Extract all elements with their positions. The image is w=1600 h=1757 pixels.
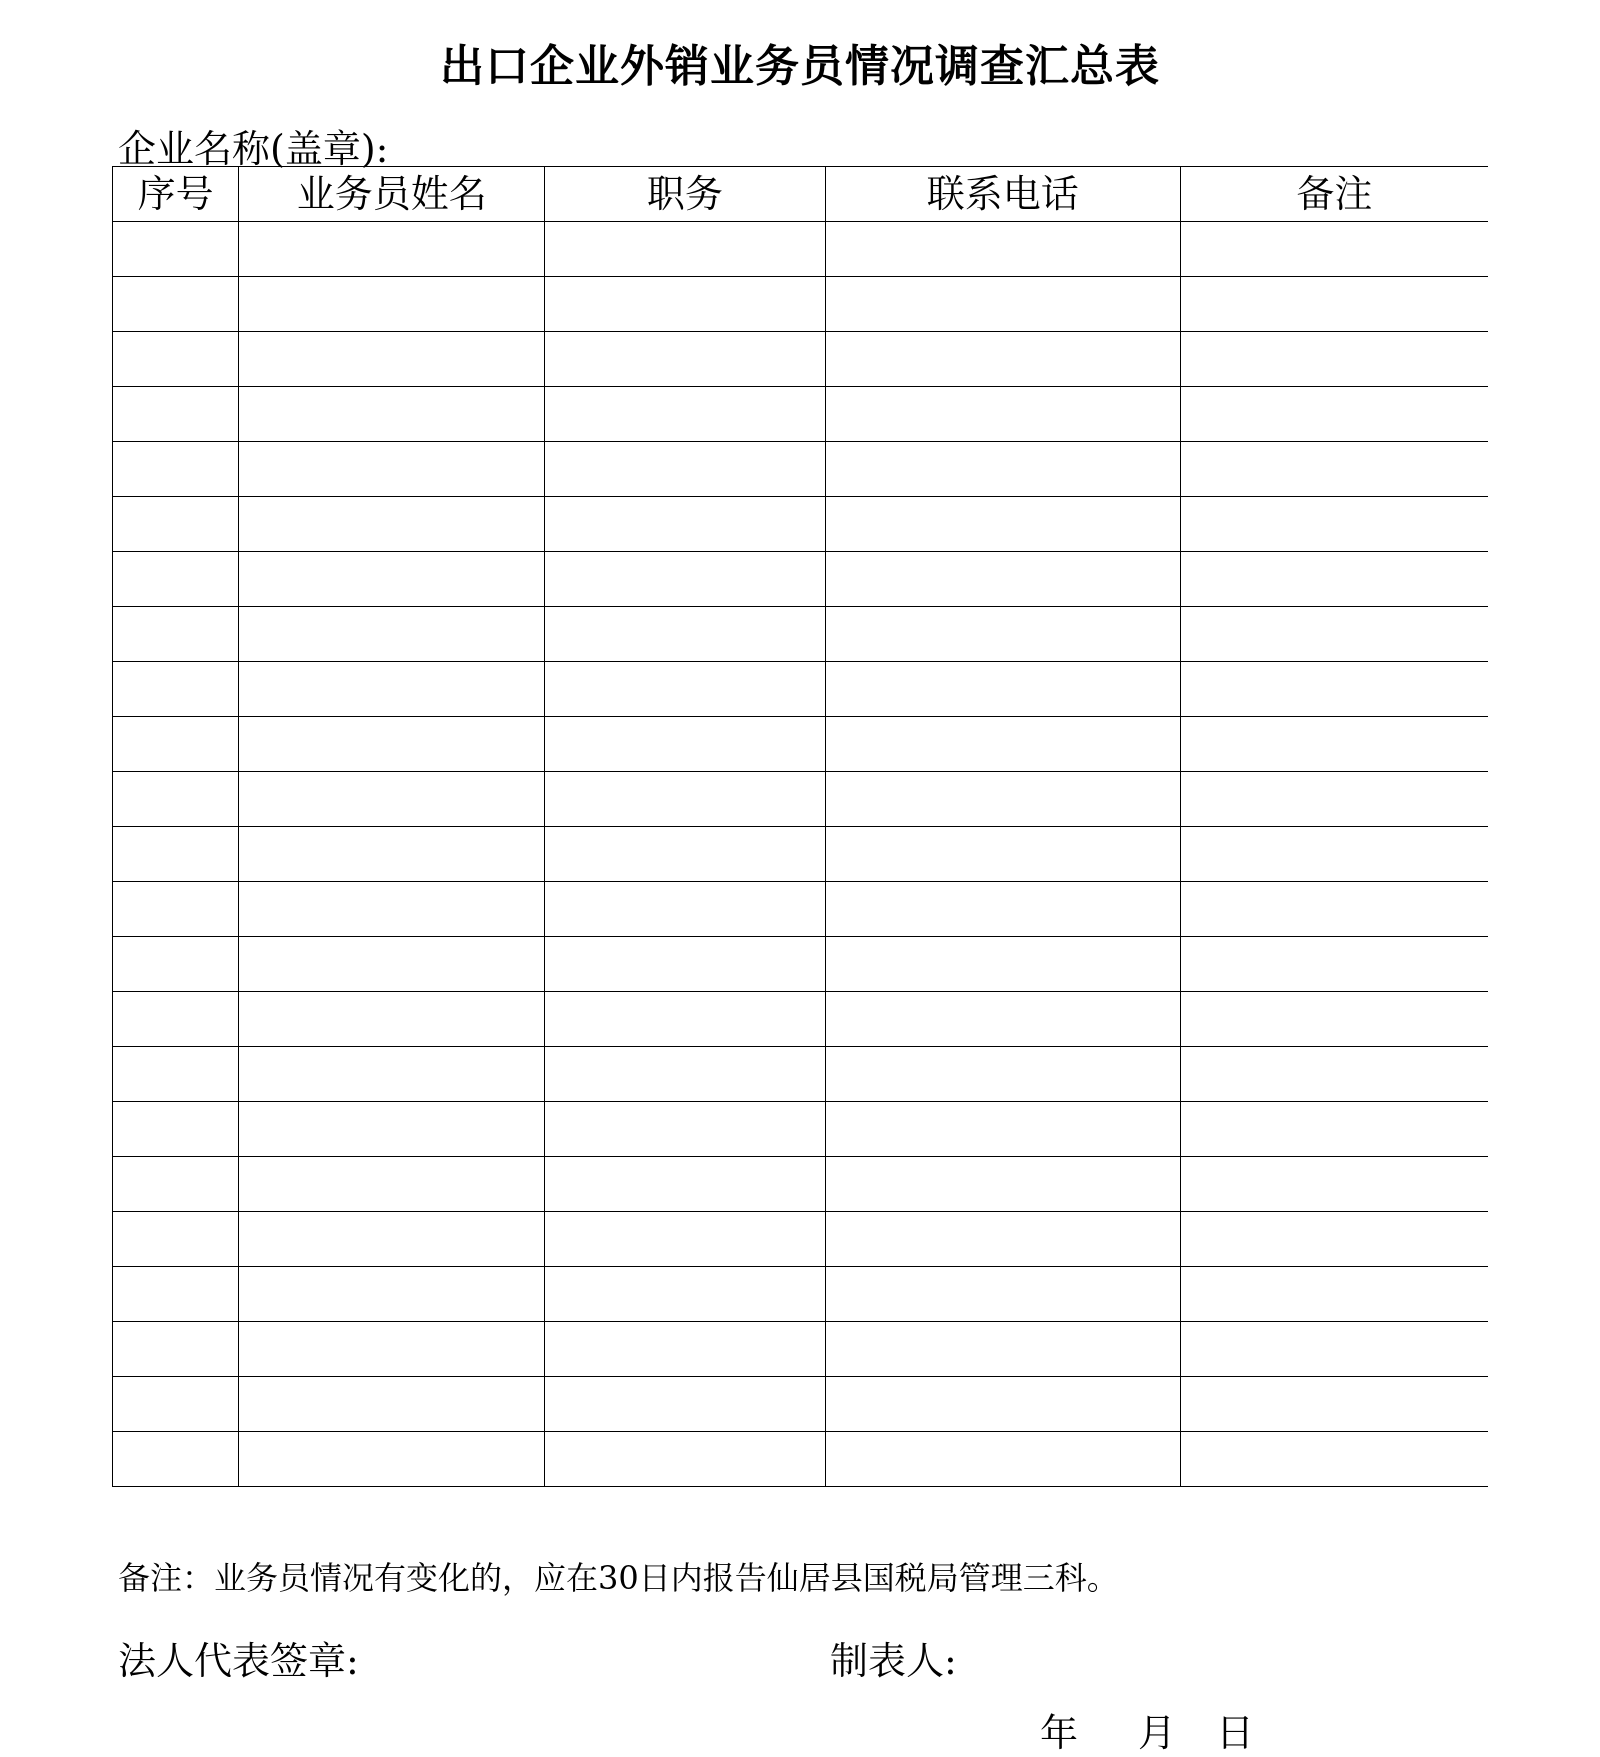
cell-phone[interactable] <box>825 1157 1180 1212</box>
cell-position[interactable] <box>545 277 826 332</box>
cell-seq[interactable] <box>113 607 239 662</box>
cell-seq[interactable] <box>113 1157 239 1212</box>
cell-remark[interactable] <box>1180 222 1488 277</box>
table-row <box>113 1267 1489 1322</box>
cell-phone[interactable] <box>825 222 1180 277</box>
cell-remark[interactable] <box>1180 772 1488 827</box>
cell-seq[interactable] <box>113 222 239 277</box>
cell-phone[interactable] <box>825 717 1180 772</box>
cell-seq[interactable] <box>113 882 239 937</box>
header-remark: 备注 <box>1180 167 1488 222</box>
cell-seq[interactable] <box>113 442 239 497</box>
cell-seq[interactable] <box>113 552 239 607</box>
cell-salesperson-name[interactable] <box>239 1157 545 1212</box>
cell-phone[interactable] <box>825 1102 1180 1157</box>
cell-seq[interactable] <box>113 662 239 717</box>
cell-position[interactable] <box>545 1377 826 1432</box>
cell-position[interactable] <box>545 332 826 387</box>
cell-salesperson-name[interactable] <box>239 1267 545 1322</box>
date-day-label: 日 <box>1216 1711 1255 1755</box>
cell-seq[interactable] <box>113 937 239 992</box>
cell-phone[interactable] <box>825 1322 1180 1377</box>
cell-salesperson-name[interactable] <box>239 1322 545 1377</box>
cell-salesperson-name[interactable] <box>239 552 545 607</box>
cell-phone[interactable] <box>825 277 1180 332</box>
table-row <box>113 1322 1489 1377</box>
cell-remark[interactable] <box>1180 937 1488 992</box>
table-row <box>113 607 1489 662</box>
cell-position[interactable] <box>545 1212 826 1267</box>
date-year-label: 年 <box>1040 1711 1079 1755</box>
cell-seq[interactable] <box>113 827 239 882</box>
cell-salesperson-name[interactable] <box>239 937 545 992</box>
cell-seq[interactable] <box>113 1267 239 1322</box>
cell-phone[interactable] <box>825 1047 1180 1102</box>
table-row <box>113 277 1489 332</box>
cell-seq[interactable] <box>113 1322 239 1377</box>
cell-remark[interactable] <box>1180 1102 1488 1157</box>
cell-phone[interactable] <box>825 332 1180 387</box>
cell-salesperson-name[interactable] <box>239 1047 545 1102</box>
cell-position[interactable] <box>545 607 826 662</box>
cell-remark[interactable] <box>1180 1212 1488 1267</box>
legal-rep-signature-label: 法人代表签章: <box>118 1639 359 1683</box>
table-row <box>113 772 1489 827</box>
cell-phone[interactable] <box>825 442 1180 497</box>
table-row <box>113 442 1489 497</box>
cell-salesperson-name[interactable] <box>239 882 545 937</box>
cell-remark[interactable] <box>1180 1377 1488 1432</box>
table-row <box>113 882 1489 937</box>
table-row <box>113 222 1489 277</box>
cell-salesperson-name[interactable] <box>239 222 545 277</box>
cell-phone[interactable] <box>825 552 1180 607</box>
cell-position[interactable] <box>545 1157 826 1212</box>
table-row <box>113 1047 1489 1102</box>
cell-remark[interactable] <box>1180 497 1488 552</box>
cell-position[interactable] <box>545 827 826 882</box>
cell-seq[interactable] <box>113 772 239 827</box>
cell-phone[interactable] <box>825 497 1180 552</box>
table-row <box>113 1432 1489 1487</box>
cell-remark[interactable] <box>1180 1432 1488 1487</box>
cell-seq[interactable] <box>113 717 239 772</box>
table-row <box>113 662 1489 717</box>
table-row <box>113 387 1489 442</box>
cell-salesperson-name[interactable] <box>239 1212 545 1267</box>
cell-remark[interactable] <box>1180 387 1488 442</box>
table-row <box>113 552 1489 607</box>
table-header-row <box>113 167 1489 222</box>
cell-phone[interactable] <box>825 1212 1180 1267</box>
cell-remark[interactable] <box>1180 1267 1488 1322</box>
cell-phone[interactable] <box>825 607 1180 662</box>
cell-phone[interactable] <box>825 662 1180 717</box>
cell-position[interactable] <box>545 717 826 772</box>
cell-position[interactable] <box>545 1322 826 1377</box>
cell-position[interactable] <box>545 442 826 497</box>
cell-seq[interactable] <box>113 1047 239 1102</box>
cell-position[interactable] <box>545 772 826 827</box>
cell-position[interactable] <box>545 1102 826 1157</box>
cell-seq[interactable] <box>113 332 239 387</box>
table-row <box>113 1157 1489 1212</box>
table-row <box>113 717 1489 772</box>
cell-salesperson-name[interactable] <box>239 387 545 442</box>
table-row <box>113 937 1489 992</box>
cell-position[interactable] <box>545 222 826 277</box>
header-position: 职务 <box>545 167 826 222</box>
cell-phone[interactable] <box>825 882 1180 937</box>
cell-seq[interactable] <box>113 1102 239 1157</box>
table-row <box>113 1102 1489 1157</box>
cell-remark[interactable] <box>1180 882 1488 937</box>
header-phone: 联系电话 <box>825 167 1180 222</box>
cell-remark[interactable] <box>1180 827 1488 882</box>
cell-seq[interactable] <box>113 387 239 442</box>
cell-phone[interactable] <box>825 772 1180 827</box>
cell-salesperson-name[interactable] <box>239 1102 545 1157</box>
cell-remark[interactable] <box>1180 1047 1488 1102</box>
company-name-label: 企业名称(盖章): <box>118 127 389 171</box>
cell-position[interactable] <box>545 882 826 937</box>
table-row <box>113 1212 1489 1267</box>
cell-seq[interactable] <box>113 277 239 332</box>
preparer-label: 制表人: <box>830 1639 957 1683</box>
cell-salesperson-name[interactable] <box>239 992 545 1047</box>
cell-remark[interactable] <box>1180 1157 1488 1212</box>
cell-phone[interactable] <box>825 387 1180 442</box>
cell-position[interactable] <box>545 1432 826 1487</box>
footer-note: 备注：业务员情况有变化的，应在30日内报告仙居县国税局管理三科。 <box>118 1559 1119 1597</box>
cell-salesperson-name[interactable] <box>239 442 545 497</box>
cell-salesperson-name[interactable] <box>239 277 545 332</box>
cell-remark[interactable] <box>1180 662 1488 717</box>
cell-seq[interactable] <box>113 497 239 552</box>
cell-seq[interactable] <box>113 992 239 1047</box>
date-month-label: 月 <box>1138 1711 1177 1755</box>
page-title: 出口企业外销业务员情况调查汇总表 <box>440 41 1160 92</box>
cell-remark[interactable] <box>1180 552 1488 607</box>
cell-position[interactable] <box>545 497 826 552</box>
cell-seq[interactable] <box>113 1212 239 1267</box>
cell-salesperson-name[interactable] <box>239 662 545 717</box>
table-body <box>113 222 1489 1487</box>
cell-seq[interactable] <box>113 1377 239 1432</box>
header-salesperson-name: 业务员姓名 <box>239 167 545 222</box>
cell-salesperson-name[interactable] <box>239 497 545 552</box>
cell-phone[interactable] <box>825 1432 1180 1487</box>
cell-salesperson-name[interactable] <box>239 607 545 662</box>
cell-remark[interactable] <box>1180 992 1488 1047</box>
cell-position[interactable] <box>545 992 826 1047</box>
cell-remark[interactable] <box>1180 332 1488 387</box>
table-row <box>113 827 1489 882</box>
header-seq: 序号 <box>113 167 239 222</box>
cell-position[interactable] <box>545 937 826 992</box>
cell-salesperson-name[interactable] <box>239 717 545 772</box>
cell-salesperson-name[interactable] <box>239 1432 545 1487</box>
cell-phone[interactable] <box>825 827 1180 882</box>
date-line <box>1040 1702 1254 1757</box>
cell-remark[interactable] <box>1180 277 1488 332</box>
cell-salesperson-name[interactable] <box>239 827 545 882</box>
cell-remark[interactable] <box>1180 442 1488 497</box>
cell-remark[interactable] <box>1180 607 1488 662</box>
cell-remark[interactable] <box>1180 717 1488 772</box>
cell-salesperson-name[interactable] <box>239 1377 545 1432</box>
table-row <box>113 332 1489 387</box>
cell-phone[interactable] <box>825 937 1180 992</box>
cell-position[interactable] <box>545 387 826 442</box>
cell-position[interactable] <box>545 1047 826 1102</box>
cell-salesperson-name[interactable] <box>239 332 545 387</box>
cell-phone[interactable] <box>825 1377 1180 1432</box>
cell-position[interactable] <box>545 1267 826 1322</box>
table-row <box>113 992 1489 1047</box>
cell-seq[interactable] <box>113 1432 239 1487</box>
cell-remark[interactable] <box>1180 1322 1488 1377</box>
cell-phone[interactable] <box>825 1267 1180 1322</box>
salesperson-table <box>112 166 1488 1487</box>
cell-phone[interactable] <box>825 992 1180 1047</box>
table-row <box>113 497 1489 552</box>
cell-position[interactable] <box>545 552 826 607</box>
cell-position[interactable] <box>545 662 826 717</box>
table-row <box>113 1377 1489 1432</box>
cell-salesperson-name[interactable] <box>239 772 545 827</box>
